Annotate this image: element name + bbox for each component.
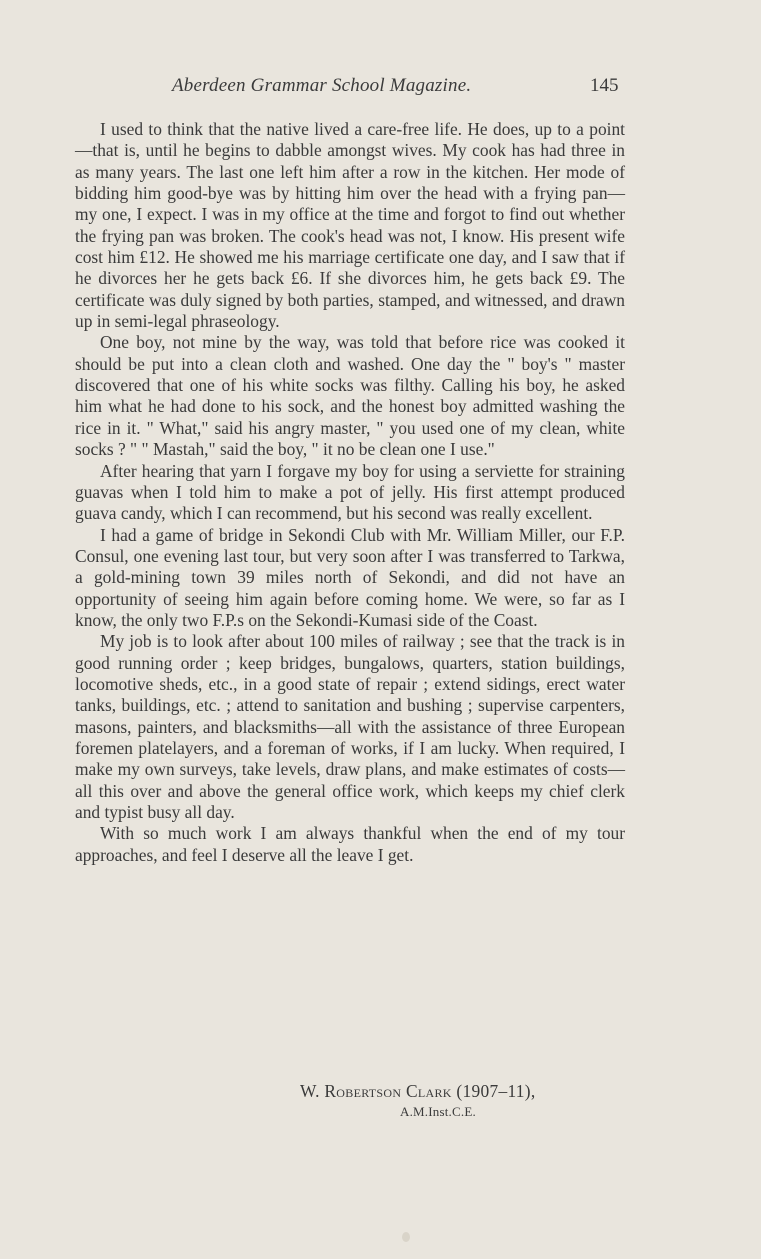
paragraph-rice-sock: One boy, not mine by the way, was told that before rice was cooked it should be put into a clean cloth and washed. One day the " boy's " master discovered that one of his white socks was filthy. Calling his boy, he asked him what he had done to his sock, and the honest boy admitted washing the rice in it. " What," said his angry master, " you used one of my clean, white socks ? " " Mastah," said the boy, " it no be clean one I use." [75, 332, 625, 460]
magazine-title: Aberdeen Grammar School Magazine. [172, 75, 472, 96]
paragraph-cook-wives: I used to think that the native lived a care-free life. He does, up to a point—that is, until he begins to dabble amongst wives. My cook has had three in as many years. The last one left him after a row in the kitchen. Her mode of bidding him good-bye was by hitting him over the head with a frying pan—my one, I expect. I was in my office at the time and forgot to find out whether the frying pan was broken. The cook's head was not, I know. His present wife cost him £12. He showed me his marriage certificate one day, and I saw that if he divorces her he gets back £6. If she divorces him, he gets back £9. The certificate was duly signed by both parties, stamped, and witnessed, and drawn up in semi-legal phraseology. [75, 119, 625, 332]
paragraph-guava-jelly: After hearing that yarn I forgave my boy for using a serviette for straining guavas when I told him to make a pot of jelly. His first attempt produced guava candy, which I can recommend, but his second was really excellent. [75, 460, 625, 524]
running-header [0, 75, 761, 101]
author-name: W. Robertson Clark (1907–11), [300, 1081, 536, 1101]
paragraph-bridge-sekondi: I had a game of bridge in Sekondi Club with Mr. William Miller, our F.P. Consul, one evening last tour, but very soon after I was transferred to Tarkwa, a gold-mining town 39 miles north of Sekondi, and did not have an opportunity of seeing him again before coming home. We were, so far as I know, the only two F.P.s on the Sekondi-Kumasi side of the Coast. [75, 524, 625, 630]
paragraph-leave: With so much work I am always thankful when the end of my tour approaches, and feel I deserve all the leave I get. [75, 823, 625, 865]
author-qualification: A.M.Inst.C.E. [400, 1104, 476, 1119]
page-number: 145 [590, 75, 619, 96]
paper-blemish [402, 1232, 410, 1242]
article-body [75, 119, 625, 866]
paragraph-job-duties: My job is to look after about 100 miles of railway ; see that the track is in good running order ; keep bridges, bungalows, quarters, station buildings, locomotive sheds, etc., in a good state of repair ; extend sidings, erect water tanks, buildings, etc. ; attend to sanitation and bushing ; supervise carpenters, masons, painters, and blacksmiths—all with the assistance of three European foremen platelayers, and a foreman of works, if I am lucky. When required, I make my own surveys, take levels, draw plans, and make estimates of costs—all this over and above the general office work, which keeps my chief clerk and typist busy all day. [75, 631, 625, 822]
author-signature [300, 1080, 536, 1121]
